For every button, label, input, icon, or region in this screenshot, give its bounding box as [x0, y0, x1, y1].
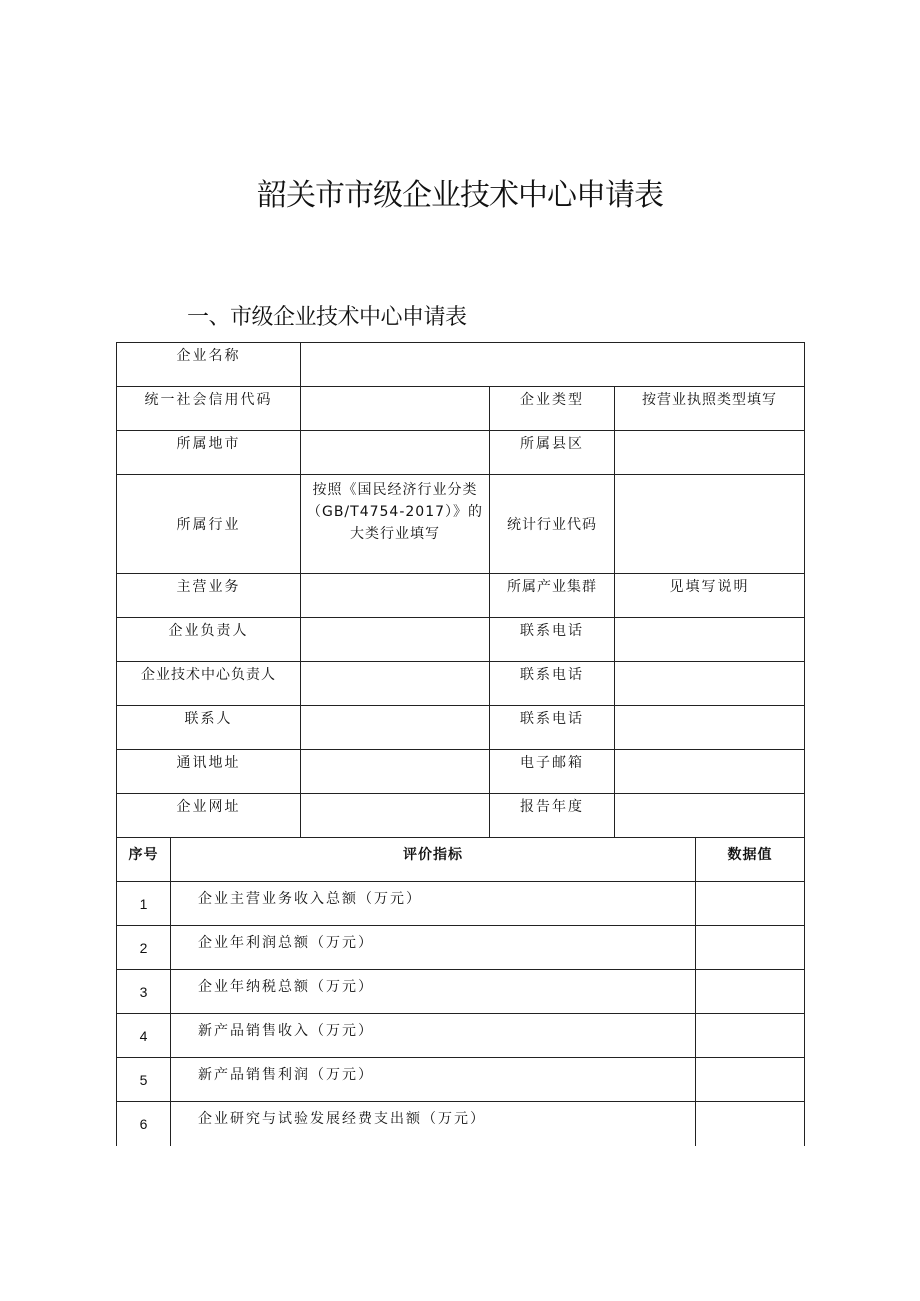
website-field[interactable] [301, 794, 490, 838]
contact-field[interactable] [301, 706, 490, 750]
row-number: 5 [117, 1058, 171, 1102]
address-field[interactable] [301, 750, 490, 794]
table-row [117, 1014, 805, 1058]
row-indicator: 新产品销售利润（万元） [171, 1058, 696, 1102]
row-value-field[interactable] [696, 970, 805, 1014]
phone3-label: 联系电话 [490, 706, 615, 750]
row-indicator: 企业研究与试验发展经费支出额（万元） [171, 1102, 696, 1146]
cluster-note[interactable]: 见填写说明 [615, 574, 805, 618]
row-indicator: 企业主营业务收入总额（万元） [171, 882, 696, 926]
credit-code-label: 统一社会信用代码 [117, 387, 301, 431]
report-year-field[interactable] [615, 794, 805, 838]
phone1-field[interactable] [615, 618, 805, 662]
table-row [117, 970, 805, 1014]
row-number: 6 [117, 1102, 171, 1146]
industry-label: 所属行业 [117, 475, 301, 574]
row-value-field[interactable] [696, 1014, 805, 1058]
main-business-label: 主营业务 [117, 574, 301, 618]
table-row [117, 926, 805, 970]
header-indicator: 评价指标 [171, 838, 696, 882]
company-name-label: 企业名称 [117, 343, 301, 387]
table-row [117, 1058, 805, 1102]
company-type-note[interactable]: 按营业执照类型填写 [615, 387, 805, 431]
header-value: 数据值 [696, 838, 805, 882]
legal-rep-field[interactable] [301, 618, 490, 662]
row-number: 4 [117, 1014, 171, 1058]
company-info-table [116, 342, 805, 838]
row-indicator: 新产品销售收入（万元） [171, 1014, 696, 1058]
row-value-field[interactable] [696, 926, 805, 970]
row-number: 1 [117, 882, 171, 926]
company-name-field[interactable] [301, 343, 805, 387]
phone1-label: 联系电话 [490, 618, 615, 662]
row-value-field[interactable] [696, 1102, 805, 1146]
county-field[interactable] [615, 431, 805, 475]
stat-code-label: 统计行业代码 [490, 475, 615, 574]
county-label: 所属县区 [490, 431, 615, 475]
city-field[interactable] [301, 431, 490, 475]
stat-code-field[interactable] [615, 475, 805, 574]
center-head-field[interactable] [301, 662, 490, 706]
table-row [117, 882, 805, 926]
contact-label: 联系人 [117, 706, 301, 750]
table-row [117, 1102, 805, 1146]
phone3-field[interactable] [615, 706, 805, 750]
page-title: 韶关市市级企业技术中心申请表 [257, 178, 663, 213]
report-year-label: 报告年度 [490, 794, 615, 838]
website-label: 企业网址 [117, 794, 301, 838]
section-heading: 一、市级企业技术中心申请表 [187, 305, 467, 330]
row-number: 2 [117, 926, 171, 970]
row-indicator: 企业年利润总额（万元） [171, 926, 696, 970]
email-label: 电子邮箱 [490, 750, 615, 794]
indicators-table [116, 837, 805, 1146]
phone2-field[interactable] [615, 662, 805, 706]
row-value-field[interactable] [696, 882, 805, 926]
city-label: 所属地市 [117, 431, 301, 475]
row-indicator: 企业年纳税总额（万元） [171, 970, 696, 1014]
row-value-field[interactable] [696, 1058, 805, 1102]
header-no: 序号 [117, 838, 171, 882]
address-label: 通讯地址 [117, 750, 301, 794]
email-field[interactable] [615, 750, 805, 794]
main-business-field[interactable] [301, 574, 490, 618]
company-type-label: 企业类型 [490, 387, 615, 431]
industry-note[interactable]: 按照《国民经济行业分类（GB/T4754-2017）》的大类行业填写 [301, 475, 490, 574]
credit-code-field[interactable] [301, 387, 490, 431]
row-number: 3 [117, 970, 171, 1014]
phone2-label: 联系电话 [490, 662, 615, 706]
legal-rep-label: 企业负责人 [117, 618, 301, 662]
center-head-label: 企业技术中心负责人 [117, 662, 301, 706]
cluster-label: 所属产业集群 [490, 574, 615, 618]
